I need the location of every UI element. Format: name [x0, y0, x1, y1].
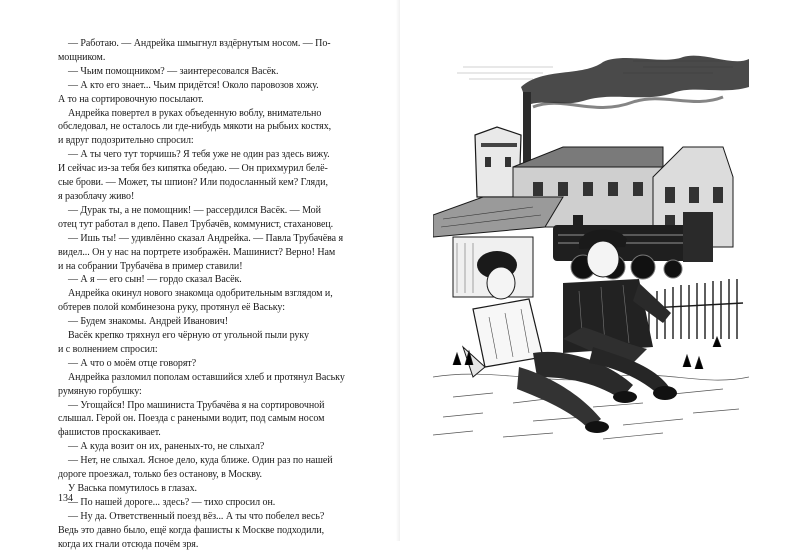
text-line: Андрейка окинул нового знакомца одобрительным взглядом и, [68, 288, 333, 300]
text-line: — Дурак ты, а не помощник! — рассердился Васёк. — Мой [68, 204, 321, 216]
text-line: обтерев полой комбинезона руку, протянул её Ваську: [58, 302, 285, 314]
text-line: — А ты чего тут торчишь? Я тебя уже не один раз здесь вижу. [68, 149, 330, 161]
body-text [58, 37, 368, 552]
text-line: — Чьим помощником? — заинтересовался Васёк. [68, 65, 279, 77]
text-line: А то на сортировочную посылают. [58, 93, 204, 105]
text-line: Васёк крепко тряхнул его чёрную от угольной пыли руку [68, 330, 309, 342]
text-line: и вдруг подозрительно спросил: [58, 135, 194, 147]
text-line: сые брови. — Может, ты шпион? Или подосланный кем? Гляди, [58, 177, 328, 189]
text-line: отец тут работал в депо. Павел Трубачёв, коммунист, стахановец. [58, 218, 334, 230]
text-line: У Васька помутилось в глазах. [68, 483, 197, 494]
text-line: фашистов проскакивает. [58, 427, 161, 439]
text-line: И сейчас из-за тебя без кипятка обедаю. — Он прихмурил белё- [58, 163, 328, 175]
text-line: — Нет, не слыхал. Ясное дело, куда ближе. Один раз по нашей [68, 455, 333, 467]
smoke [521, 56, 749, 105]
text-line: — А я — его сын! — гордо сказал Васёк. [68, 274, 242, 286]
engraving-boys-by-railway-icon [433, 47, 749, 440]
text-line: Ведь это давно было, ещё когда фашисты к Москве подходили, [58, 524, 325, 536]
text-line: я разоблачу живо! [58, 190, 135, 202]
text-line: — Угощайся! Про машиниста Трубачёва я на сортировочной [68, 399, 325, 411]
text-line: — А куда возит он их, раненых-то, не слыхал? [68, 441, 265, 453]
text-line: — По нашей дороге... здесь? — тихо спросил он. [68, 496, 276, 508]
text-line: Андрейка повертел в руках объеденную воблу, внимательно [68, 107, 322, 119]
text-line: обследовал, не осталось ли где-нибудь мякоти на рыбьих костях, [58, 121, 332, 133]
text-line: — Ишь ты! — удивлённо сказал Андрейка. — Павла Трубачёва я [68, 232, 344, 244]
text-line: когда их гнали отсюда почём зря. [58, 538, 199, 550]
page-number: 134 [58, 493, 73, 504]
text-line: и на собрании Трубачёва в пример ставили! [58, 260, 243, 272]
text-line: мощником. [58, 51, 106, 63]
right-page [400, 0, 800, 541]
text-line: и с волнением спросил: [58, 343, 158, 355]
text-line: Андрейка разломил пополам оставшийся хлеб и протянул Ваську [68, 371, 345, 383]
text-line: — Работаю. — Андрейка шмыгнул вздёрнутым носом. — По- [68, 38, 331, 49]
text-line: — А кто его знает... Чьим придётся! Около паровозов хожу. [68, 79, 319, 91]
text-line: видел... Он у нас на портрете изображён. Машинист? Верно! Нам [58, 246, 336, 258]
left-page [0, 0, 400, 550]
text-line: — А что о моём отце говорят? [68, 357, 197, 369]
text-line: румяную горбушку: [58, 385, 142, 397]
text-line: — Будем знакомы. Андрей Иванович! [68, 316, 229, 328]
text-line: слышал. Герой он. Поезда с ранеными водит, под самым носом [58, 413, 325, 425]
text-line: дороге проезжал, только без останову, в Москву. [58, 469, 262, 481]
text-line: — Ну да. Ответственный поезд вёз... А ты что побелел весь? [68, 510, 325, 522]
